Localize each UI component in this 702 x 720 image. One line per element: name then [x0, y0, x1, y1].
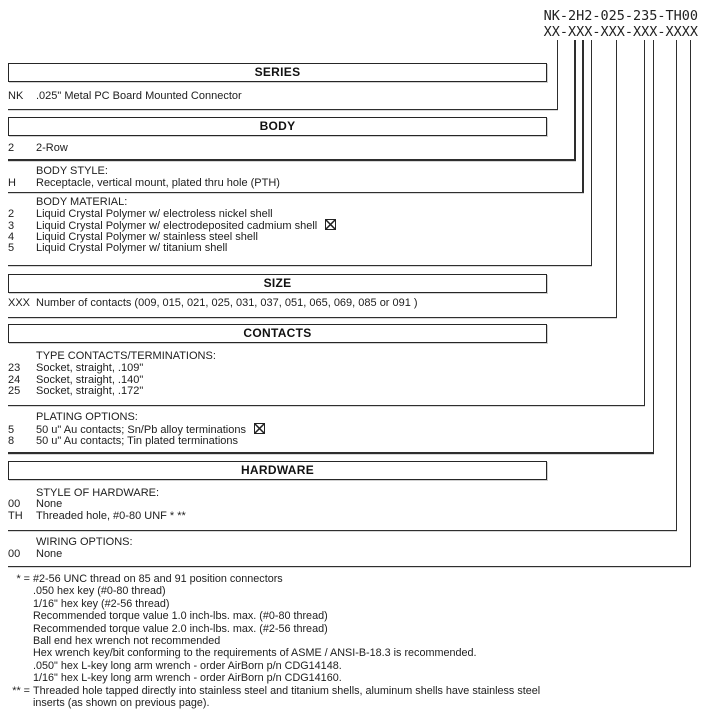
option-desc: None: [36, 547, 63, 560]
option-code: H: [8, 176, 16, 189]
option-desc: Liquid Crystal Polymer w/ electrodeposited cadmium shell: [36, 220, 318, 232]
leader-line-plating: [653, 40, 655, 454]
footnote-marker: * =: [16, 573, 30, 585]
option-code: 4: [8, 230, 15, 243]
series-divider: [8, 109, 558, 111]
option-code: 25: [8, 385, 21, 397]
footnote-marker: ** =: [12, 684, 30, 697]
leader-line-hardware-style: [676, 40, 678, 531]
footnote-marker: [0, 660, 30, 672]
option-desc: Threaded hole, #0-80 UNF * **: [36, 509, 186, 522]
leader-line-body-material: [591, 40, 593, 266]
contact-type-option-row: [8, 362, 143, 374]
footnote-text: .050 hex key (#0-80 thread): [33, 585, 166, 598]
option-code: 2: [8, 142, 15, 154]
option-desc: Liquid Crystal Polymer w/ electroless nickel shell: [36, 207, 273, 220]
wiring-divider: [8, 566, 691, 568]
body-title: BODY: [259, 119, 296, 133]
leader-line-body-rows: [574, 40, 576, 161]
body-material-label: BODY MATERIAL:: [36, 195, 128, 208]
footnotes-block: [0, 573, 698, 709]
size-divider: [8, 317, 617, 319]
part-number-code: NK-2H2-025-235-TH00: [543, 8, 698, 24]
body-header-box: [8, 117, 547, 136]
option-code: NK: [8, 90, 24, 102]
size-title: SIZE: [263, 276, 292, 290]
footnote-text: 1/16" hex L-key long arm wrench - order AirBorn p/n CDG14160.: [33, 672, 342, 685]
footnote-line: [0, 610, 698, 622]
contact-type-option-row: [8, 374, 143, 386]
leader-line-size: [616, 40, 618, 318]
leader-line-contact-type: [644, 40, 646, 406]
body-material-option-row: [8, 231, 258, 243]
contact-type-option-row: [8, 385, 143, 397]
footnote-line: [0, 623, 698, 635]
footnote-text: Recommended torque value 1.0 inch-lbs. max. (#0-80 thread): [33, 610, 328, 623]
series-title: SERIES: [254, 65, 301, 79]
contacts-title: CONTACTS: [243, 326, 312, 340]
footnote-marker: [0, 610, 30, 622]
option-code: 00: [8, 498, 21, 510]
option-desc: .025" Metal PC Board Mounted Connector: [36, 90, 242, 102]
footnote-text: #2-56 UNC thread on 85 and 91 position connectors: [33, 573, 283, 585]
size-header-box: [8, 274, 547, 293]
option-code: 24: [8, 373, 21, 386]
body-row-option: [8, 142, 68, 154]
plating-option-row: [8, 435, 238, 447]
size-option-row: [8, 297, 418, 309]
footnote-line: [0, 685, 698, 697]
footnote-marker: [0, 697, 30, 709]
body-style-option-row: [8, 177, 280, 189]
option-code: 3: [8, 220, 15, 232]
footnote-text: inserts (as shown on previous page).: [33, 697, 210, 710]
footnote-text: Hex wrench key/bit conforming to the requirements of ASME / ANSI-B-18.3 is recommended.: [33, 647, 477, 660]
option-code: 23: [8, 362, 21, 374]
series-header-box: [8, 63, 547, 82]
option-code: TH: [8, 509, 23, 522]
option-code: XXX: [8, 297, 31, 309]
option-code: 00: [8, 547, 21, 560]
option-code: 8: [8, 434, 15, 447]
body-row-divider: [8, 159, 576, 161]
body-material-divider: [8, 265, 592, 267]
footnote-marker: [0, 598, 30, 610]
footnote-marker: [0, 635, 30, 647]
hardware-style-option-row: [8, 498, 62, 510]
footnote-line: [0, 672, 698, 684]
hardware-title: HARDWARE: [240, 463, 315, 477]
footnote-line: [0, 598, 698, 610]
option-desc: 2-Row: [36, 142, 68, 154]
checked-box-icon: [325, 219, 336, 230]
footnote-text: .050" hex L-key long arm wrench - order AirBorn p/n CDG14148.: [33, 659, 342, 672]
footnote-line: [0, 697, 698, 709]
footnote-text: Ball end hex wrench not recommended: [33, 635, 221, 648]
plating-label: PLATING OPTIONS:: [36, 411, 138, 423]
leader-line-wiring: [690, 40, 692, 567]
option-desc: 50 u" Au contacts; Sn/Pb alloy terminations: [36, 424, 246, 436]
option-desc: None: [36, 498, 63, 510]
option-desc: Socket, straight, .140": [36, 373, 144, 386]
wiring-label: WIRING OPTIONS:: [36, 535, 133, 548]
option-code: 2: [8, 207, 15, 220]
option-desc: Socket, straight, .172": [36, 385, 144, 397]
hardware-style-option-row: [8, 510, 186, 522]
body-style-divider: [8, 192, 584, 194]
footnote-marker: [0, 623, 30, 635]
body-style-label: BODY STYLE:: [36, 165, 108, 177]
option-desc: Number of contacts (009, 015, 021, 025, 031, 037, 051, 065, 069, 085 or 091 ): [36, 297, 418, 309]
footnote-marker: [0, 647, 30, 659]
part-number-mask: XX-XXX-XXX-XXX-XXXX: [543, 24, 698, 40]
hardware-style-label: STYLE OF HARDWARE:: [36, 486, 160, 499]
body-material-option-row: [8, 242, 227, 254]
footnote-marker: [0, 672, 30, 684]
wiring-option-row: [8, 548, 62, 560]
footnote-line: [0, 635, 698, 647]
footnote-marker: [0, 585, 30, 597]
option-desc: Liquid Crystal Polymer w/ titanium shell: [36, 242, 228, 254]
footnote-line: [0, 585, 698, 597]
footnote-text: Recommended torque value 2.0 inch-lbs. max. (#2-56 thread): [33, 622, 328, 635]
hardware-style-divider: [8, 530, 677, 532]
hardware-header-box: [8, 461, 547, 480]
leader-line-series: [557, 40, 559, 110]
contact-type-divider: [8, 405, 645, 407]
footnote-text: 1/16" hex key (#2-56 thread): [33, 597, 170, 610]
footnote-text: Threaded hole tapped directly into stainless steel and titanium shells, aluminum shells have stainless steel: [33, 684, 541, 697]
footnote-line: [0, 660, 698, 672]
footnote-line: [0, 573, 698, 585]
option-desc: 50 u" Au contacts; Tin plated terminations: [36, 434, 239, 447]
plating-divider: [8, 452, 654, 454]
option-code: 5: [8, 424, 15, 436]
contacts-header-box: [8, 324, 547, 343]
option-desc: Liquid Crystal Polymer w/ stainless steel shell: [36, 230, 258, 243]
checked-box-icon: [254, 423, 265, 434]
contact-type-label: TYPE CONTACTS/TERMINATIONS:: [36, 350, 216, 362]
option-desc: Receptacle, vertical mount, plated thru hole (PTH): [36, 176, 280, 189]
footnote-line: [0, 647, 698, 659]
body-material-option-row: [8, 208, 273, 220]
series-option-row: [8, 90, 242, 102]
option-code: 5: [8, 242, 15, 254]
leader-line-body-style: [582, 40, 584, 193]
option-desc: Socket, straight, .109": [36, 362, 144, 374]
